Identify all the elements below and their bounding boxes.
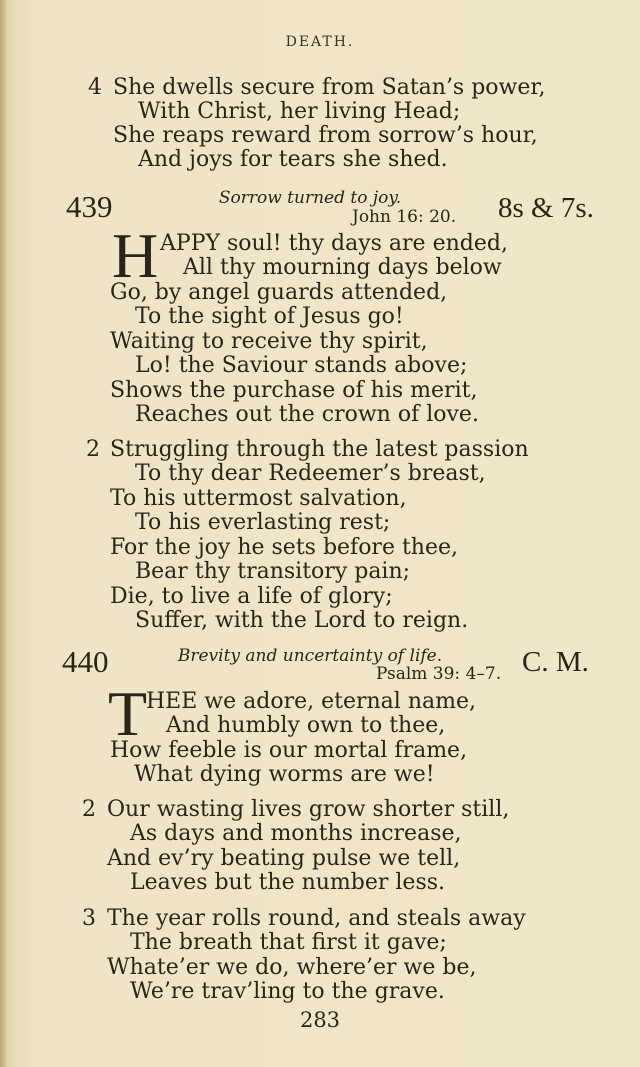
verse-line: Leaves but the number less. [130, 870, 446, 895]
hymn-scripture-reference: John 16: 20. [352, 207, 457, 227]
drop-cap: H [112, 220, 159, 291]
verse-line: She dwells secure from Satan’s power, [113, 75, 546, 100]
verse-line: Reaches out the crown of love. [135, 402, 479, 427]
verse-line: Our wasting lives grow shorter still, [107, 797, 510, 822]
verse-line: What dying worms are we! [134, 762, 435, 787]
verse-line: How feeble is our mortal frame, [110, 738, 468, 763]
verse-line: The breath that first it gave; [130, 930, 447, 955]
verse-line: She reaps reward from sorrow’s hour, [113, 123, 538, 148]
verse-line: As days and months increase, [130, 821, 462, 846]
hymn-meter: C. M. [522, 646, 589, 678]
verse-line: Waiting to receive thy spirit, [110, 329, 428, 354]
verse-line: With Christ, her living Head; [138, 99, 461, 124]
verse-number: 2 [82, 797, 96, 822]
verse-line: To the sight of Jesus go! [135, 304, 404, 329]
verse-line: Suffer, with the Lord to reign. [135, 608, 469, 633]
hymn-title: Sorrow turned to joy. [218, 188, 402, 208]
verse-line: HEE we adore, eternal name, [146, 689, 476, 714]
verse-number: 3 [82, 906, 96, 931]
verse-line: For the joy he sets before thee, [110, 535, 459, 560]
verse-line: To his everlasting rest; [135, 510, 391, 535]
verse-line: Die, to live a life of glory; [110, 584, 393, 609]
hymn-title: Brevity and uncertainty of life. [177, 646, 443, 666]
drop-cap: T [108, 678, 148, 749]
verse-line: We’re trav’ling to the grave. [130, 979, 445, 1004]
verse-line: Shows the purchase of his merit, [110, 378, 478, 403]
verse-number: 4 [88, 75, 102, 100]
page-number: 283 [299, 1008, 341, 1032]
verse-line: To thy dear Redeemer’s breast, [135, 461, 486, 486]
running-head: DEATH. [285, 34, 355, 50]
verse-line: All thy mourning days below [183, 255, 502, 280]
hymn-number: 439 [66, 189, 113, 224]
verse-line: And ev’ry beating pulse we tell, [107, 846, 461, 871]
verse-line: Bear thy transitory pain; [135, 559, 411, 584]
verse-number: 2 [86, 437, 100, 462]
verse-line: And humbly own to thee, [166, 713, 446, 738]
verse-line: APPY soul! thy days are ended, [160, 231, 508, 256]
hymn-meter: 8s & 7s. [498, 192, 594, 224]
page-spine-shadow [0, 0, 6, 1067]
verse-line: Whate’er we do, where’er we be, [107, 955, 477, 980]
hymn-scripture-reference: Psalm 39: 4–7. [376, 664, 502, 684]
verse-line: Go, by angel guards attended, [110, 280, 448, 305]
verse-line: The year rolls round, and steals away [107, 906, 526, 931]
verse-line: To his uttermost salvation, [110, 486, 407, 511]
hymn-number: 440 [62, 644, 109, 679]
verse-line: Struggling through the latest passion [110, 437, 529, 462]
verse-line: And joys for tears she shed. [138, 147, 448, 172]
verse-line: Lo! the Saviour stands above; [135, 353, 468, 378]
